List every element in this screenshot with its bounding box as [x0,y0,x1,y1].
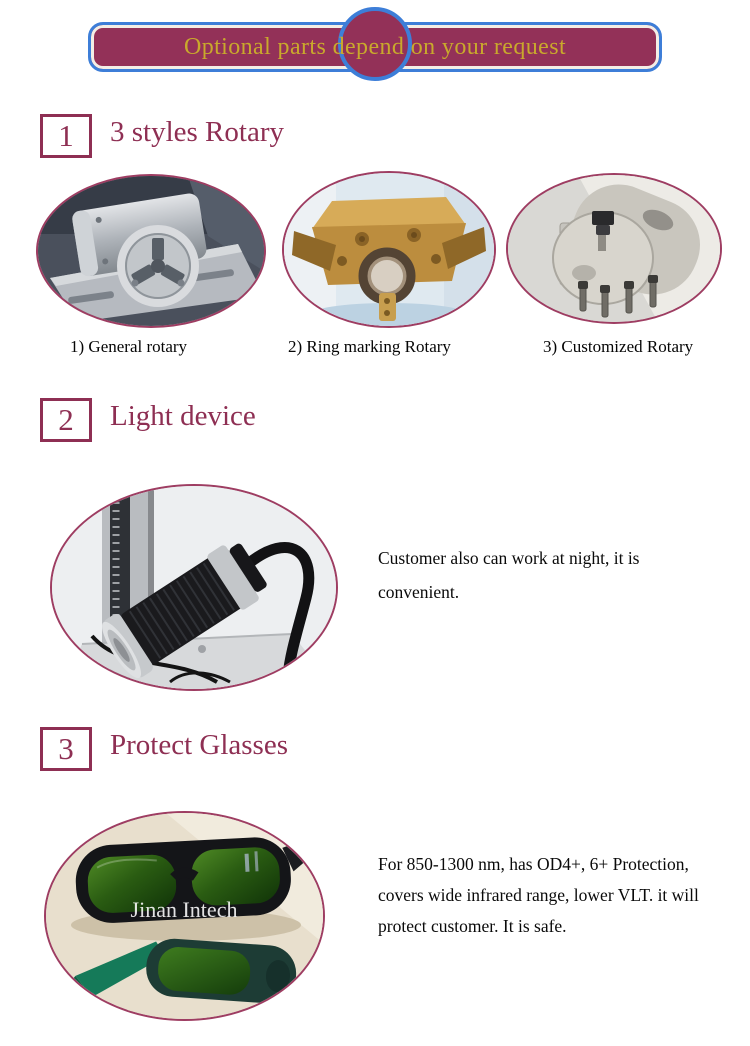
protect-glasses-description: For 850-1300 nm, has OD4+, 6+ Protection, covers wide infrared range, lower VLT. it will protect customer. It is safe. [378,854,699,936]
general-rotary-photo [36,174,266,328]
light-device-illustration [52,486,336,689]
customized-rotary-illustration [508,175,720,322]
light-device-description: Customer also can work at night, it is convenient. [378,548,640,602]
watermark-text: Jinan Intech [130,897,238,922]
light-device-photo [50,484,338,691]
caption-ring-marking-rotary: 2) Ring marking Rotary [288,337,451,356]
protect-glasses-photo [44,811,325,1021]
caption-customized-rotary: 3) Customized Rotary [543,337,694,356]
ring-marking-rotary-photo [282,171,496,328]
section-3-title: Protect Glasses [110,729,288,761]
caption-general-rotary: 1) General rotary [70,337,188,356]
banner-title: Optional parts depend on your request [183,33,567,60]
section-1-title: 3 styles Rotary [110,116,284,148]
ring-marking-rotary-illustration [284,173,494,326]
section-1-number-badge: 1 [40,114,92,158]
section-2-title: Light device [110,400,256,432]
protect-glasses-illustration [46,813,323,1019]
section-2-number-badge: 2 [40,398,92,442]
section-3-number-badge: 3 [40,727,92,771]
general-rotary-illustration [38,176,264,326]
customized-rotary-photo [506,173,722,324]
